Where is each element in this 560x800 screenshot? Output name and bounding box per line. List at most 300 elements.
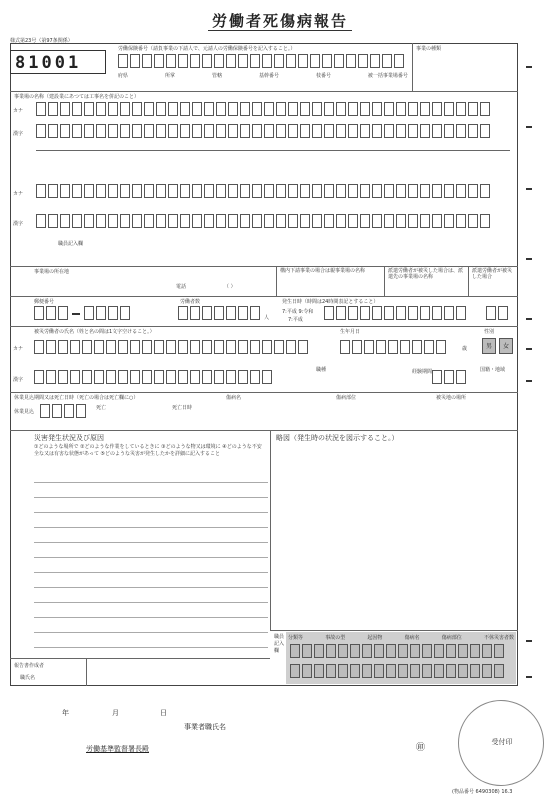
input-cell[interactable] bbox=[180, 214, 190, 228]
input-cell[interactable] bbox=[180, 184, 190, 198]
input-cell[interactable] bbox=[70, 340, 80, 354]
establishment-kanji-row2[interactable] bbox=[36, 184, 490, 198]
input-cell[interactable] bbox=[214, 340, 224, 354]
input-cell[interactable] bbox=[192, 184, 202, 198]
input-cell[interactable] bbox=[360, 214, 370, 228]
input-cell[interactable] bbox=[398, 664, 408, 678]
input-cell[interactable] bbox=[132, 184, 142, 198]
input-cell[interactable] bbox=[324, 214, 334, 228]
input-cell[interactable] bbox=[58, 370, 68, 384]
input-cell[interactable] bbox=[300, 124, 310, 138]
input-cell[interactable] bbox=[384, 306, 394, 320]
input-cell[interactable] bbox=[250, 54, 260, 68]
establishment-kanji-row3[interactable] bbox=[36, 214, 490, 228]
input-cell[interactable] bbox=[226, 54, 236, 68]
input-cell[interactable] bbox=[190, 306, 200, 320]
input-cell[interactable] bbox=[264, 102, 274, 116]
input-cell[interactable] bbox=[214, 370, 224, 384]
input-cell[interactable] bbox=[324, 184, 334, 198]
input-cell[interactable] bbox=[72, 124, 82, 138]
input-cell[interactable] bbox=[226, 370, 236, 384]
input-cell[interactable] bbox=[226, 306, 236, 320]
date-cells[interactable] bbox=[324, 306, 466, 320]
staff-cells-row2[interactable] bbox=[290, 664, 504, 678]
input-cell[interactable] bbox=[202, 370, 212, 384]
input-cell[interactable] bbox=[96, 214, 106, 228]
workers-cells[interactable] bbox=[178, 306, 260, 320]
input-cell[interactable] bbox=[372, 124, 382, 138]
input-cell[interactable] bbox=[456, 370, 466, 384]
input-cell[interactable] bbox=[444, 184, 454, 198]
input-cell[interactable] bbox=[422, 644, 432, 658]
input-cell[interactable] bbox=[288, 102, 298, 116]
input-cell[interactable] bbox=[470, 644, 480, 658]
input-cell[interactable] bbox=[240, 124, 250, 138]
input-cell[interactable] bbox=[288, 184, 298, 198]
input-cell[interactable] bbox=[274, 54, 284, 68]
input-cell[interactable] bbox=[202, 340, 212, 354]
input-cell[interactable] bbox=[108, 214, 118, 228]
experience-cells[interactable] bbox=[432, 370, 466, 384]
input-cell[interactable] bbox=[386, 644, 396, 658]
input-cell[interactable] bbox=[226, 340, 236, 354]
input-cell[interactable] bbox=[84, 184, 94, 198]
input-cell[interactable] bbox=[456, 184, 466, 198]
input-cell[interactable] bbox=[456, 102, 466, 116]
input-cell[interactable] bbox=[202, 54, 212, 68]
input-cell[interactable] bbox=[84, 306, 94, 320]
input-cell[interactable] bbox=[108, 102, 118, 116]
input-cell[interactable] bbox=[156, 184, 166, 198]
input-cell[interactable] bbox=[84, 124, 94, 138]
input-cell[interactable] bbox=[132, 102, 142, 116]
input-cell[interactable] bbox=[482, 644, 492, 658]
input-cell[interactable] bbox=[324, 306, 334, 320]
input-cell[interactable] bbox=[444, 214, 454, 228]
input-cell[interactable] bbox=[82, 370, 92, 384]
input-cell[interactable] bbox=[214, 54, 224, 68]
input-cell[interactable] bbox=[238, 370, 248, 384]
input-cell[interactable] bbox=[166, 340, 176, 354]
input-cell[interactable] bbox=[276, 214, 286, 228]
input-cell[interactable] bbox=[168, 214, 178, 228]
input-cell[interactable] bbox=[276, 184, 286, 198]
input-cell[interactable] bbox=[374, 644, 384, 658]
input-cell[interactable] bbox=[60, 124, 70, 138]
input-cell[interactable] bbox=[374, 664, 384, 678]
input-cell[interactable] bbox=[324, 102, 334, 116]
input-cell[interactable] bbox=[348, 184, 358, 198]
victim-kana-cells[interactable] bbox=[34, 340, 308, 354]
input-cell[interactable] bbox=[178, 306, 188, 320]
input-cell[interactable] bbox=[216, 184, 226, 198]
input-cell[interactable] bbox=[456, 306, 466, 320]
input-cell[interactable] bbox=[400, 340, 410, 354]
establishment-kanji-row1[interactable] bbox=[36, 124, 490, 138]
input-cell[interactable] bbox=[408, 124, 418, 138]
input-cell[interactable] bbox=[48, 124, 58, 138]
input-cell[interactable] bbox=[118, 370, 128, 384]
input-cell[interactable] bbox=[36, 102, 46, 116]
input-cell[interactable] bbox=[36, 214, 46, 228]
input-cell[interactable] bbox=[228, 102, 238, 116]
input-cell[interactable] bbox=[156, 102, 166, 116]
input-cell[interactable] bbox=[348, 306, 358, 320]
input-cell[interactable] bbox=[312, 124, 322, 138]
input-cell[interactable] bbox=[350, 644, 360, 658]
input-cell[interactable] bbox=[408, 102, 418, 116]
input-cell[interactable] bbox=[322, 54, 332, 68]
input-cell[interactable] bbox=[156, 124, 166, 138]
input-cell[interactable] bbox=[444, 102, 454, 116]
rest-cells[interactable] bbox=[40, 404, 86, 418]
input-cell[interactable] bbox=[82, 340, 92, 354]
input-cell[interactable] bbox=[264, 124, 274, 138]
input-cell[interactable] bbox=[482, 664, 492, 678]
input-cell[interactable] bbox=[166, 54, 176, 68]
input-cell[interactable] bbox=[286, 54, 296, 68]
input-cell[interactable] bbox=[298, 54, 308, 68]
input-cell[interactable] bbox=[120, 184, 130, 198]
input-cell[interactable] bbox=[178, 370, 188, 384]
input-cell[interactable] bbox=[348, 124, 358, 138]
input-cell[interactable] bbox=[204, 124, 214, 138]
input-cell[interactable] bbox=[298, 340, 308, 354]
input-cell[interactable] bbox=[168, 124, 178, 138]
input-cell[interactable] bbox=[362, 644, 372, 658]
input-cell[interactable] bbox=[106, 340, 116, 354]
input-cell[interactable] bbox=[456, 124, 466, 138]
input-cell[interactable] bbox=[412, 340, 422, 354]
input-cell[interactable] bbox=[48, 102, 58, 116]
input-cell[interactable] bbox=[314, 664, 324, 678]
input-cell[interactable] bbox=[144, 184, 154, 198]
insurance-number-cells[interactable] bbox=[118, 54, 404, 68]
input-cell[interactable] bbox=[384, 214, 394, 228]
input-cell[interactable] bbox=[286, 340, 296, 354]
input-cell[interactable] bbox=[386, 664, 396, 678]
input-cell[interactable] bbox=[444, 124, 454, 138]
input-cell[interactable] bbox=[48, 214, 58, 228]
input-cell[interactable] bbox=[46, 306, 56, 320]
input-cell[interactable] bbox=[64, 404, 74, 418]
input-cell[interactable] bbox=[228, 214, 238, 228]
input-cell[interactable] bbox=[432, 306, 442, 320]
sketch-area[interactable] bbox=[272, 444, 516, 628]
input-cell[interactable] bbox=[446, 664, 456, 678]
input-cell[interactable] bbox=[362, 664, 372, 678]
input-cell[interactable] bbox=[434, 664, 444, 678]
input-cell[interactable] bbox=[238, 54, 248, 68]
input-cell[interactable] bbox=[36, 184, 46, 198]
input-cell[interactable] bbox=[350, 664, 360, 678]
input-cell[interactable] bbox=[60, 214, 70, 228]
input-cell[interactable] bbox=[358, 54, 368, 68]
input-cell[interactable] bbox=[144, 102, 154, 116]
input-cell[interactable] bbox=[444, 370, 454, 384]
input-cell[interactable] bbox=[468, 214, 478, 228]
input-cell[interactable] bbox=[410, 664, 420, 678]
input-cell[interactable] bbox=[468, 124, 478, 138]
input-cell[interactable] bbox=[240, 184, 250, 198]
input-cell[interactable] bbox=[372, 214, 382, 228]
establishment-kana-row1[interactable] bbox=[36, 102, 490, 116]
input-cell[interactable] bbox=[364, 340, 374, 354]
input-cell[interactable] bbox=[84, 214, 94, 228]
input-cell[interactable] bbox=[250, 370, 260, 384]
input-cell[interactable] bbox=[106, 370, 116, 384]
input-cell[interactable] bbox=[336, 306, 346, 320]
input-cell[interactable] bbox=[432, 214, 442, 228]
input-cell[interactable] bbox=[396, 184, 406, 198]
input-cell[interactable] bbox=[204, 102, 214, 116]
input-cell[interactable] bbox=[192, 102, 202, 116]
input-cell[interactable] bbox=[458, 664, 468, 678]
input-cell[interactable] bbox=[436, 340, 446, 354]
input-cell[interactable] bbox=[180, 102, 190, 116]
input-cell[interactable] bbox=[262, 370, 272, 384]
input-cell[interactable] bbox=[60, 102, 70, 116]
input-cell[interactable] bbox=[250, 340, 260, 354]
input-cell[interactable] bbox=[348, 214, 358, 228]
input-cell[interactable] bbox=[446, 644, 456, 658]
input-cell[interactable] bbox=[276, 124, 286, 138]
input-cell[interactable] bbox=[84, 102, 94, 116]
input-cell[interactable] bbox=[190, 340, 200, 354]
input-cell[interactable] bbox=[240, 214, 250, 228]
input-cell[interactable] bbox=[238, 340, 248, 354]
input-cell[interactable] bbox=[120, 214, 130, 228]
input-cell[interactable] bbox=[300, 102, 310, 116]
input-cell[interactable] bbox=[156, 214, 166, 228]
input-cell[interactable] bbox=[340, 340, 350, 354]
staff-cells-row1[interactable] bbox=[290, 644, 504, 658]
input-cell[interactable] bbox=[420, 124, 430, 138]
input-cell[interactable] bbox=[420, 184, 430, 198]
input-cell[interactable] bbox=[468, 102, 478, 116]
input-cell[interactable] bbox=[120, 124, 130, 138]
input-cell[interactable] bbox=[360, 102, 370, 116]
input-cell[interactable] bbox=[486, 306, 496, 320]
input-cell[interactable] bbox=[408, 306, 418, 320]
input-cell[interactable] bbox=[96, 184, 106, 198]
sex-male-option[interactable]: 男 bbox=[482, 338, 496, 354]
input-cell[interactable] bbox=[202, 306, 212, 320]
input-cell[interactable] bbox=[192, 214, 202, 228]
input-cell[interactable] bbox=[432, 124, 442, 138]
input-cell[interactable] bbox=[444, 306, 454, 320]
input-cell[interactable] bbox=[108, 124, 118, 138]
input-cell[interactable] bbox=[204, 184, 214, 198]
input-cell[interactable] bbox=[228, 124, 238, 138]
input-cell[interactable] bbox=[130, 54, 140, 68]
input-cell[interactable] bbox=[384, 102, 394, 116]
input-cell[interactable] bbox=[154, 370, 164, 384]
input-cell[interactable] bbox=[494, 664, 504, 678]
input-cell[interactable] bbox=[118, 340, 128, 354]
input-cell[interactable] bbox=[142, 54, 152, 68]
input-cell[interactable] bbox=[480, 214, 490, 228]
input-cell[interactable] bbox=[470, 664, 480, 678]
date-cells-end[interactable] bbox=[486, 306, 508, 320]
input-cell[interactable] bbox=[326, 664, 336, 678]
input-cell[interactable] bbox=[178, 340, 188, 354]
input-cell[interactable] bbox=[118, 54, 128, 68]
input-cell[interactable] bbox=[424, 340, 434, 354]
input-cell[interactable] bbox=[144, 214, 154, 228]
input-cell[interactable] bbox=[166, 370, 176, 384]
input-cell[interactable] bbox=[290, 664, 300, 678]
input-cell[interactable] bbox=[142, 370, 152, 384]
input-cell[interactable] bbox=[58, 306, 68, 320]
sex-options[interactable] bbox=[482, 338, 513, 354]
input-cell[interactable] bbox=[250, 306, 260, 320]
input-cell[interactable] bbox=[372, 306, 382, 320]
input-cell[interactable] bbox=[40, 404, 50, 418]
input-cell[interactable] bbox=[334, 54, 344, 68]
input-cell[interactable] bbox=[142, 340, 152, 354]
input-cell[interactable] bbox=[108, 184, 118, 198]
input-cell[interactable] bbox=[360, 124, 370, 138]
input-cell[interactable] bbox=[262, 54, 272, 68]
input-cell[interactable] bbox=[238, 306, 248, 320]
input-cell[interactable] bbox=[432, 184, 442, 198]
input-cell[interactable] bbox=[60, 184, 70, 198]
input-cell[interactable] bbox=[34, 370, 44, 384]
input-cell[interactable] bbox=[360, 184, 370, 198]
input-cell[interactable] bbox=[456, 214, 466, 228]
input-cell[interactable] bbox=[120, 306, 130, 320]
input-cell[interactable] bbox=[190, 370, 200, 384]
input-cell[interactable] bbox=[326, 644, 336, 658]
input-cell[interactable] bbox=[420, 214, 430, 228]
input-cell[interactable] bbox=[408, 214, 418, 228]
input-cell[interactable] bbox=[252, 102, 262, 116]
input-cell[interactable] bbox=[214, 306, 224, 320]
input-cell[interactable] bbox=[72, 102, 82, 116]
input-cell[interactable] bbox=[338, 644, 348, 658]
input-cell[interactable] bbox=[264, 184, 274, 198]
input-cell[interactable] bbox=[388, 340, 398, 354]
input-cell[interactable] bbox=[480, 184, 490, 198]
input-cell[interactable] bbox=[348, 102, 358, 116]
input-cell[interactable] bbox=[132, 214, 142, 228]
input-cell[interactable] bbox=[396, 102, 406, 116]
input-cell[interactable] bbox=[216, 102, 226, 116]
input-cell[interactable] bbox=[352, 340, 362, 354]
input-cell[interactable] bbox=[370, 54, 380, 68]
input-cell[interactable] bbox=[216, 214, 226, 228]
input-cell[interactable] bbox=[130, 370, 140, 384]
input-cell[interactable] bbox=[302, 664, 312, 678]
input-cell[interactable] bbox=[154, 340, 164, 354]
input-cell[interactable] bbox=[394, 54, 404, 68]
input-cell[interactable] bbox=[274, 340, 284, 354]
sex-female-option[interactable]: 女 bbox=[499, 338, 513, 354]
input-cell[interactable] bbox=[302, 644, 312, 658]
input-cell[interactable] bbox=[312, 102, 322, 116]
postal-cells-a[interactable] bbox=[34, 306, 68, 320]
input-cell[interactable] bbox=[262, 340, 272, 354]
input-cell[interactable] bbox=[72, 184, 82, 198]
input-cell[interactable] bbox=[264, 214, 274, 228]
input-cell[interactable] bbox=[96, 124, 106, 138]
input-cell[interactable] bbox=[480, 102, 490, 116]
input-cell[interactable] bbox=[312, 184, 322, 198]
input-cell[interactable] bbox=[96, 102, 106, 116]
input-cell[interactable] bbox=[468, 184, 478, 198]
input-cell[interactable] bbox=[312, 214, 322, 228]
input-cell[interactable] bbox=[120, 102, 130, 116]
input-cell[interactable] bbox=[130, 340, 140, 354]
input-cell[interactable] bbox=[408, 184, 418, 198]
input-cell[interactable] bbox=[396, 306, 406, 320]
input-cell[interactable] bbox=[48, 184, 58, 198]
input-cell[interactable] bbox=[46, 340, 56, 354]
input-cell[interactable] bbox=[410, 644, 420, 658]
input-cell[interactable] bbox=[384, 124, 394, 138]
input-cell[interactable] bbox=[458, 644, 468, 658]
input-cell[interactable] bbox=[252, 184, 262, 198]
input-cell[interactable] bbox=[58, 340, 68, 354]
input-cell[interactable] bbox=[338, 664, 348, 678]
input-cell[interactable] bbox=[34, 306, 44, 320]
input-cell[interactable] bbox=[376, 340, 386, 354]
input-cell[interactable] bbox=[36, 124, 46, 138]
input-cell[interactable] bbox=[178, 54, 188, 68]
input-cell[interactable] bbox=[432, 102, 442, 116]
input-cell[interactable] bbox=[192, 124, 202, 138]
input-cell[interactable] bbox=[252, 124, 262, 138]
input-cell[interactable] bbox=[300, 184, 310, 198]
input-cell[interactable] bbox=[228, 184, 238, 198]
input-cell[interactable] bbox=[346, 54, 356, 68]
input-cell[interactable] bbox=[372, 184, 382, 198]
input-cell[interactable] bbox=[480, 124, 490, 138]
input-cell[interactable] bbox=[52, 404, 62, 418]
input-cell[interactable] bbox=[154, 54, 164, 68]
input-cell[interactable] bbox=[70, 370, 80, 384]
input-cell[interactable] bbox=[108, 306, 118, 320]
input-cell[interactable] bbox=[290, 644, 300, 658]
input-cell[interactable] bbox=[216, 124, 226, 138]
input-cell[interactable] bbox=[168, 102, 178, 116]
victim-kanji-cells[interactable] bbox=[34, 370, 272, 384]
input-cell[interactable] bbox=[420, 306, 430, 320]
input-cell[interactable] bbox=[204, 214, 214, 228]
input-cell[interactable] bbox=[324, 124, 334, 138]
postal-cells-b[interactable] bbox=[84, 306, 130, 320]
input-cell[interactable] bbox=[168, 184, 178, 198]
input-cell[interactable] bbox=[396, 214, 406, 228]
input-cell[interactable] bbox=[336, 184, 346, 198]
input-cell[interactable] bbox=[300, 214, 310, 228]
input-cell[interactable] bbox=[276, 102, 286, 116]
input-cell[interactable] bbox=[336, 102, 346, 116]
input-cell[interactable] bbox=[336, 214, 346, 228]
input-cell[interactable] bbox=[94, 370, 104, 384]
birth-cells[interactable] bbox=[340, 340, 446, 354]
input-cell[interactable] bbox=[34, 340, 44, 354]
input-cell[interactable] bbox=[336, 124, 346, 138]
input-cell[interactable] bbox=[498, 306, 508, 320]
input-cell[interactable] bbox=[46, 370, 56, 384]
input-cell[interactable] bbox=[94, 340, 104, 354]
input-cell[interactable] bbox=[190, 54, 200, 68]
input-cell[interactable] bbox=[398, 644, 408, 658]
input-cell[interactable] bbox=[384, 184, 394, 198]
input-cell[interactable] bbox=[396, 124, 406, 138]
